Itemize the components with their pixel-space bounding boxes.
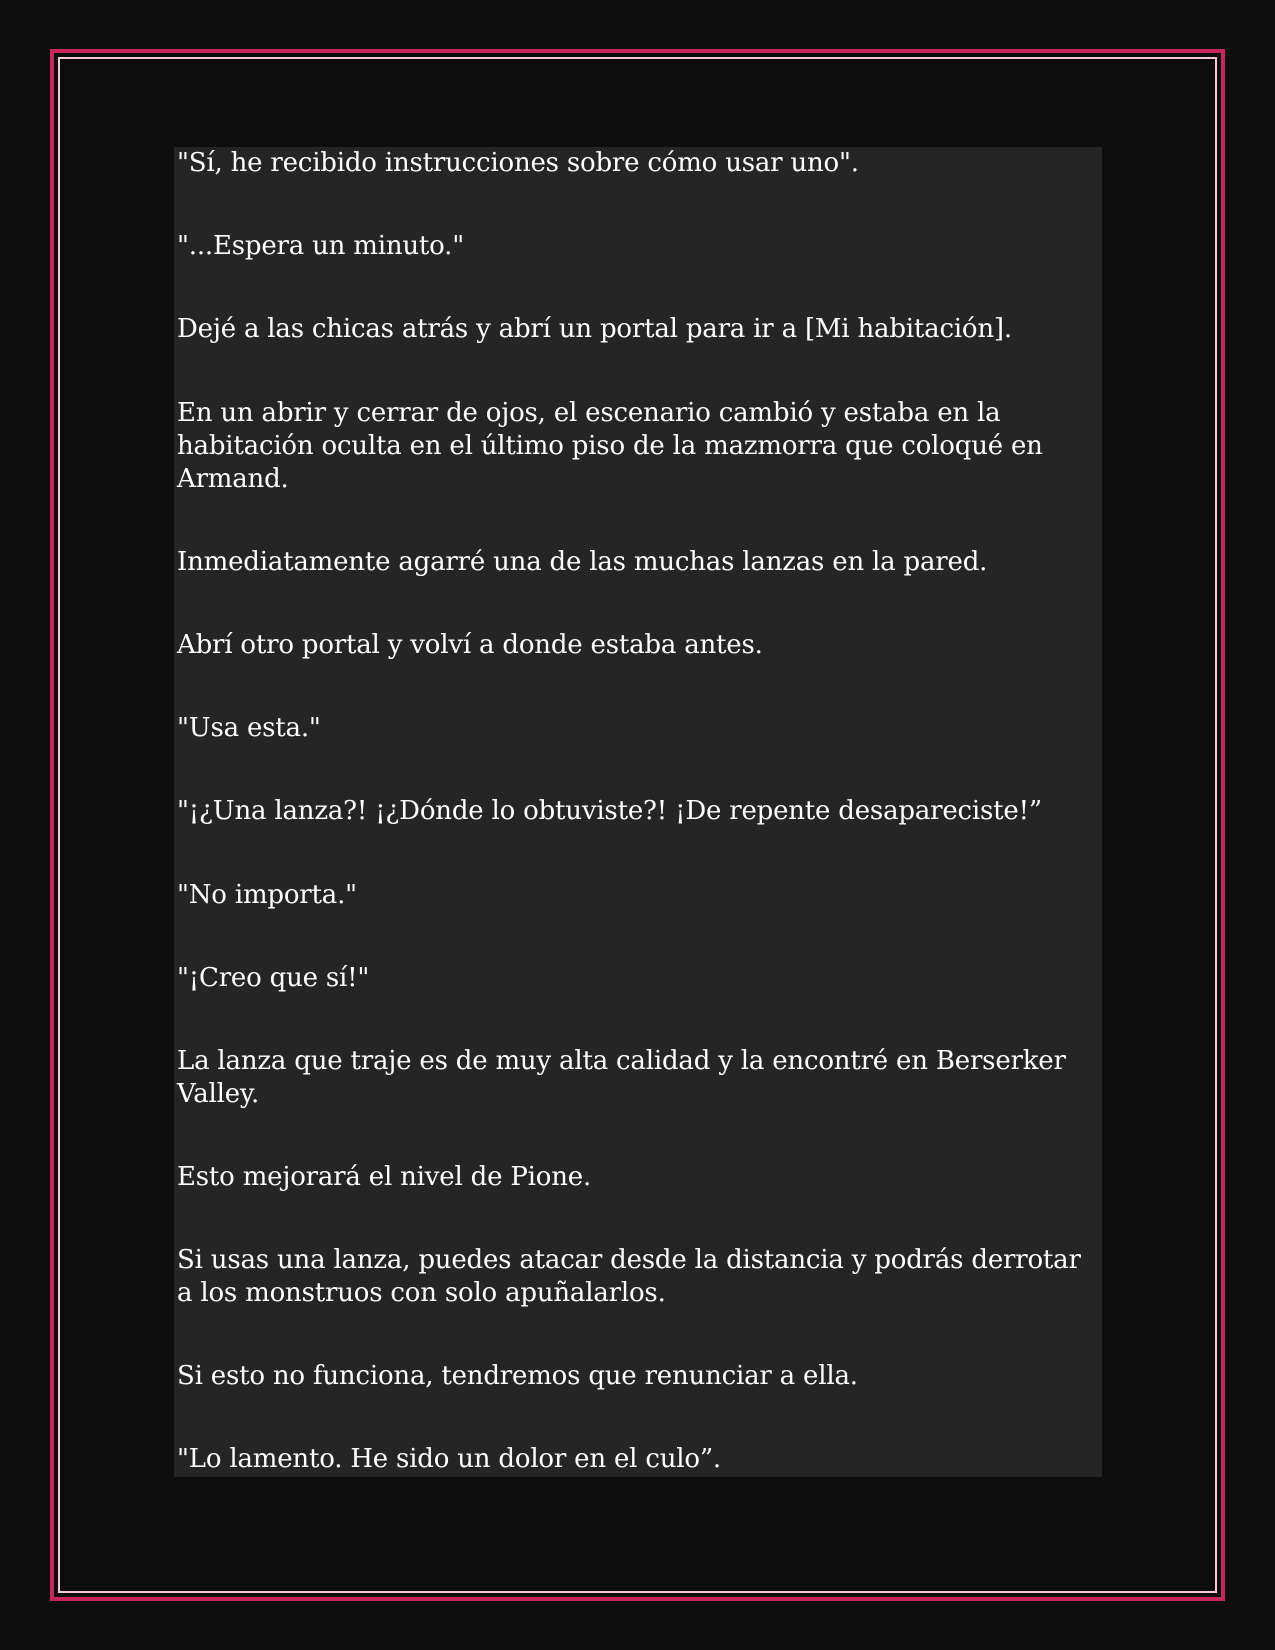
paragraph-15: "Lo lamento. He sido un dolor en el culo”. <box>177 1444 721 1474</box>
text-panel <box>174 147 1102 1477</box>
paragraph-1: "Sí, he recibido instrucciones sobre cómo usar uno". <box>177 148 859 178</box>
paragraph-2: "...Espera un minuto." <box>177 231 464 261</box>
paragraph-9: "No importa." <box>177 880 357 910</box>
paragraph-14: Si esto no funciona, tendremos que renunciar a ella. <box>177 1361 858 1391</box>
paragraph-10: "¡Creo que sí!" <box>177 963 370 993</box>
paragraph-5: Inmediatamente agarré una de las muchas lanzas en la pared. <box>177 547 988 577</box>
paragraph-4: En un abrir y cerrar de ojos, el escenario cambió y estaba en la habitación oculta en el último piso de la mazmorra que coloqué en Armand. <box>177 398 1043 494</box>
paragraph-3: Dejé a las chicas atrás y abrí un portal para ir a [Mi habitación]. <box>177 314 1012 344</box>
paragraph-11: La lanza que traje es de muy alta calidad y la encontré en Berserker Valley. <box>177 1046 1066 1109</box>
paragraph-13: Si usas una lanza, puedes atacar desde la distancia y podrás derrotar a los monstruos con solo apuñalarlos. <box>177 1245 1081 1308</box>
paragraph-7: "Usa esta." <box>177 713 321 743</box>
paragraph-12: Esto mejorará el nivel de Pione. <box>177 1162 592 1192</box>
paragraph-6: Abrí otro portal y volví a donde estaba antes. <box>177 630 763 660</box>
paragraph-8: "¡¿Una lanza?! ¡¿Dónde lo obtuviste?! ¡De repente desapareciste!” <box>177 796 1042 826</box>
